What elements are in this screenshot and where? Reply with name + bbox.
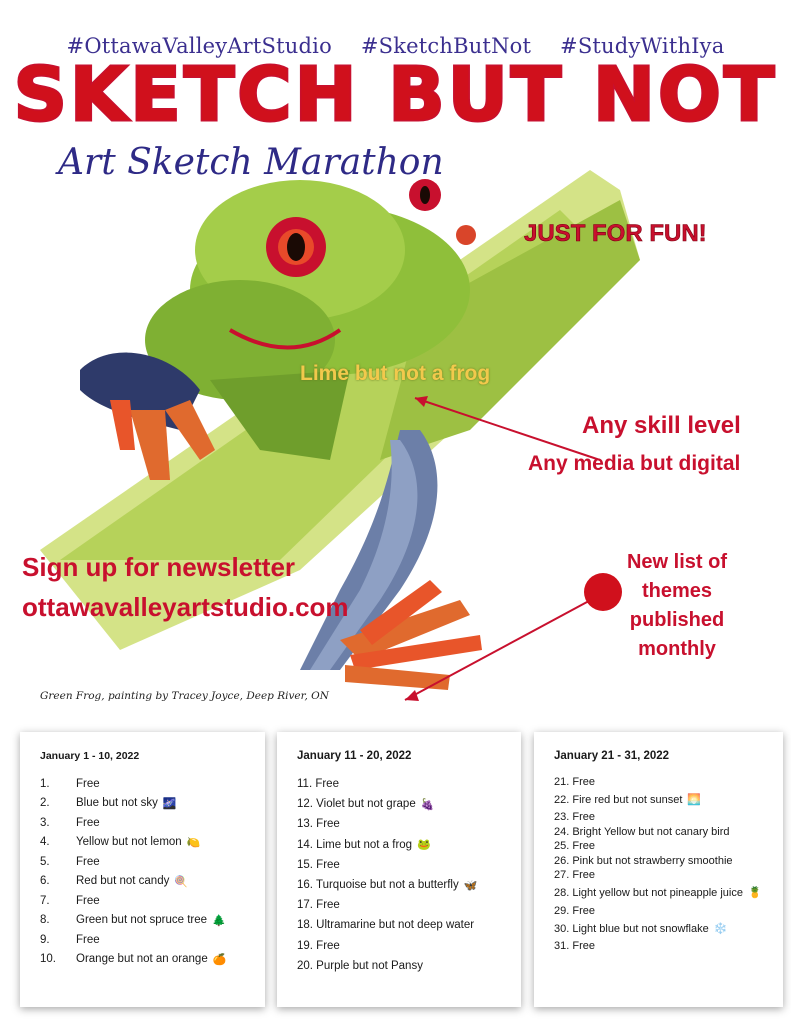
item-text: 15. Free: [297, 858, 340, 871]
snowflake-icon: ❄️: [713, 922, 728, 935]
list-item: [554, 921, 763, 937]
list-item: [40, 774, 245, 794]
theme-list: [554, 774, 763, 953]
list-item: [40, 813, 245, 833]
new-list-line: New list of: [626, 551, 727, 573]
night-sky-icon: 🌌: [162, 797, 177, 810]
orange-icon: 🍊: [212, 953, 227, 966]
item-text: Free: [76, 933, 100, 946]
lime-label: Lime but not a frog: [300, 362, 491, 385]
item-text: Free: [76, 816, 100, 829]
list-item: [554, 885, 763, 901]
website-link[interactable]: ottawavalleyartstudio.com: [22, 592, 349, 622]
item-number: 8.: [40, 914, 50, 927]
item-text: 19. Free: [297, 939, 340, 952]
list-item: [40, 891, 245, 911]
list-item: [297, 855, 501, 875]
theme-list-card-2: [277, 732, 521, 1007]
item-text: 28. Light yellow but not pineapple juice: [554, 886, 743, 899]
item-text: 24. Bright Yellow but not canary bird: [554, 825, 730, 838]
item-text: 13. Free: [297, 818, 340, 831]
lemon-icon: 🍋: [186, 836, 201, 849]
main-title: SKETCH BUT NOT: [13, 52, 778, 138]
butterfly-icon: 🦋: [463, 879, 478, 892]
item-text: 31. Free: [554, 939, 595, 952]
list-item: [40, 833, 245, 853]
hashtag[interactable]: #StudyWithIya: [560, 34, 725, 58]
list-item: [40, 794, 245, 814]
card-heading: January 11 - 20, 2022: [297, 750, 412, 762]
item-text: 23. Free: [554, 811, 595, 823]
list-item: [554, 903, 763, 919]
card-heading: January 1 - 10, 2022: [40, 750, 140, 762]
item-text: 16. Turquoise but not a butterfly: [297, 879, 459, 892]
list-item: [297, 956, 501, 976]
list-item: [554, 839, 763, 854]
new-list-callout: [612, 548, 742, 664]
lollipop-icon: 🍭: [174, 875, 189, 888]
item-text: Red but not candy: [76, 875, 170, 888]
item-text: 20. Purple but not Pansy: [297, 959, 423, 972]
item-number: 1.: [40, 777, 50, 790]
item-text: 21. Free: [554, 776, 595, 788]
item-text: 26. Pink but not strawberry smoothie: [554, 854, 733, 867]
just-for-fun-callout: JUST FOR FUN!: [524, 220, 707, 247]
sunset-icon: 🌅: [687, 794, 702, 806]
list-item: [297, 774, 501, 794]
item-number: 10.: [40, 953, 56, 966]
theme-list: [297, 774, 501, 976]
grapes-icon: 🍇: [420, 798, 435, 811]
item-text: 18. Ultramarine but not deep water: [297, 919, 475, 932]
item-text: 17. Free: [297, 899, 340, 912]
theme-list-card-3: [534, 732, 783, 1007]
item-text: 30. Light blue but not snowflake: [554, 922, 709, 935]
card-heading: January 21 - 31, 2022: [554, 750, 670, 762]
painting-credit: Green Frog, painting by Tracey Joyce, Deep River, ON: [40, 690, 329, 702]
list-item: [297, 936, 501, 956]
subtitle: Art Sketch Marathon: [58, 142, 444, 183]
theme-list: [40, 774, 245, 969]
list-item: [40, 911, 245, 931]
item-text: 25. Free: [554, 840, 595, 852]
list-item: [40, 852, 245, 872]
list-item: [40, 950, 245, 970]
theme-list-card-1: [20, 732, 265, 1007]
item-number: 2.: [40, 797, 50, 810]
list-item: [297, 895, 501, 915]
hashtag[interactable]: #SketchButNot: [360, 34, 532, 58]
new-list-line: published: [629, 609, 725, 631]
item-text: Blue but not sky: [76, 797, 158, 810]
item-text: 22. Fire red but not sunset: [554, 794, 683, 806]
item-text: 27. Free: [554, 869, 595, 881]
newsletter-signup[interactable]: Sign up for newsletter: [22, 552, 296, 582]
skill-level-callout: Any skill level: [582, 412, 741, 439]
item-text: Green but not spruce tree: [76, 914, 208, 927]
frog-icon: 🐸: [417, 839, 431, 852]
list-item: [554, 825, 763, 840]
item-text: 12. Violet but not grape: [297, 798, 416, 811]
item-number: 6.: [40, 875, 50, 888]
item-number: 3.: [40, 816, 50, 829]
list-item: [297, 794, 501, 814]
list-item: [297, 814, 501, 834]
media-callout: Any media but digital: [528, 452, 741, 475]
item-text: Free: [76, 894, 100, 907]
list-item: [297, 835, 501, 855]
item-text: Yellow but not lemon: [76, 836, 182, 849]
new-list-line: monthly: [638, 638, 716, 660]
list-item: [554, 774, 763, 790]
item-number: 7.: [40, 894, 50, 907]
list-item: [554, 792, 763, 808]
item-number: 9.: [40, 933, 50, 946]
list-item: [40, 930, 245, 950]
list-item: [554, 939, 763, 954]
item-text: Orange but not an orange: [76, 953, 208, 966]
hashtag[interactable]: #OttawaValleyArtStudio: [66, 34, 332, 58]
item-number: 4.: [40, 836, 50, 849]
list-item: [297, 875, 501, 895]
list-item: [554, 854, 763, 869]
list-item: [40, 872, 245, 892]
item-text: 14. Lime but not a frog: [297, 838, 413, 851]
new-list-line: themes: [641, 580, 713, 602]
list-item: [297, 915, 501, 935]
item-text: Free: [76, 777, 100, 790]
item-text: 29. Free: [554, 904, 595, 917]
pineapple-icon: 🍍: [747, 886, 762, 899]
list-item: [554, 868, 763, 883]
item-number: 5.: [40, 855, 50, 868]
evergreen-tree-icon: 🌲: [212, 914, 226, 927]
item-text: Free: [76, 855, 100, 868]
list-item: [554, 810, 763, 825]
item-text: 11. Free: [297, 778, 339, 791]
